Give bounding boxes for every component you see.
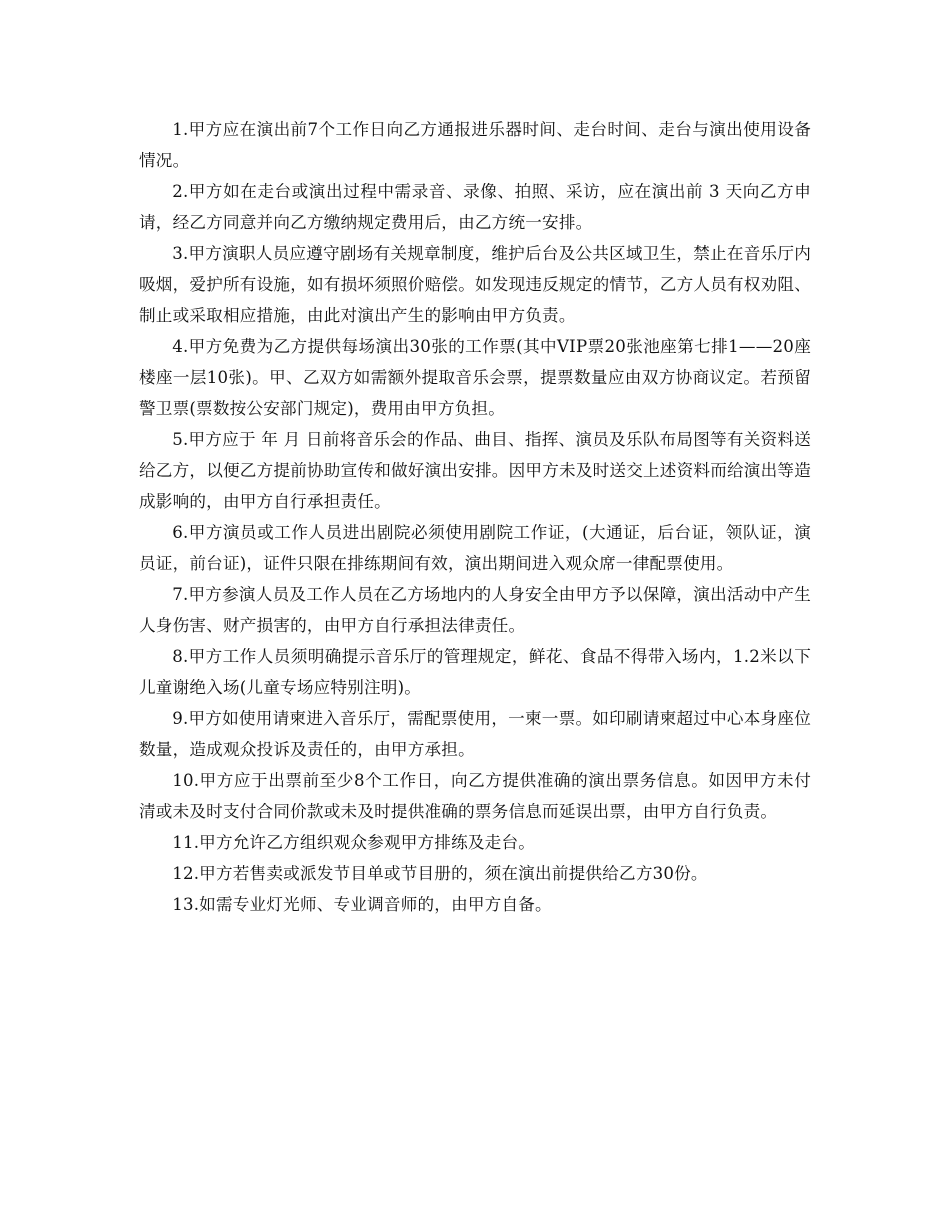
clause-11: 11.甲方允许乙方组织观众参观甲方排练及走台。 (172, 833, 536, 852)
clause-8: 8.甲方工作人员须明确提示音乐厅的管理规定，鲜花、食品不得带入场内，1.2米以下儿童谢绝入场(儿童专场应特别注明)。 (139, 647, 811, 697)
clause-12: 12.甲方若售卖或派发节目单或节目册的，须在演出前提供给乙方30份。 (172, 864, 708, 883)
clause-1: 1.甲方应在演出前7个工作日向乙方通报进乐器时间、走台时间、走台与演出使用设备情况。 (139, 120, 811, 170)
clause-9: 9.甲方如使用请柬进入音乐厅，需配票使用，一柬一票。如印刷请柬超过中心本身座位数量，造成观众投诉及责任的，由甲方承担。 (139, 709, 811, 759)
clause-2: 2.甲方如在走台或演出过程中需录音、录像、拍照、采访，应在演出前 3 天向乙方申请，经乙方同意并向乙方缴纳规定费用后，由乙方统一安排。 (139, 182, 811, 232)
clause-10: 10.甲方应于出票前至少8个工作日，向乙方提供准确的演出票务信息。如因甲方未付清或未及时支付合同价款或未及时提供准确的票务信息而延误出票，由甲方自行负责。 (139, 771, 811, 821)
clause-4: 4.甲方免费为乙方提供每场演出30张的工作票(其中VIP票20张池座第七排1——20座 楼座一层10张)。甲、乙双方如需额外提取音乐会票，提票数量应由双方协商议定。若预留警卫票(票数按公安部门规定)，费用由甲方负担。 (139, 337, 811, 418)
clause-6: 6.甲方演员或工作人员进出剧院必须使用剧院工作证，(大通证，后台证，领队证，演员证，前台证)，证件只限在排练期间有效，演出期间进入观众席一律配票使用。 (139, 523, 811, 573)
clause-5: 5.甲方应于 年 月 日前将音乐会的作品、曲目、指挥、演员及乐队布局图等有关资料送给乙方，以便乙方提前协助宣传和做好演出安排。因甲方未及时送交上述资料而给演出等造成影响的，由甲方自行承担责任。 (139, 430, 811, 511)
clause-13: 13.如需专业灯光师、专业调音师的，由甲方自备。 (172, 895, 552, 914)
document-body (139, 114, 811, 920)
clause-3: 3.甲方演职人员应遵守剧场有关规章制度，维护后台及公共区域卫生，禁止在音乐厅内吸烟，爱护所有设施，如有损坏须照价赔偿。如发现违反规定的情节，乙方人员有权劝阻、制止或采取相应措施，由此对演出产生的影响由甲方负责。 (139, 244, 811, 325)
clause-7: 7.甲方参演人员及工作人员在乙方场地内的人身安全由甲方予以保障，演出活动中产生人身伤害、财产损害的，由甲方自行承担法律责任。 (139, 585, 811, 635)
